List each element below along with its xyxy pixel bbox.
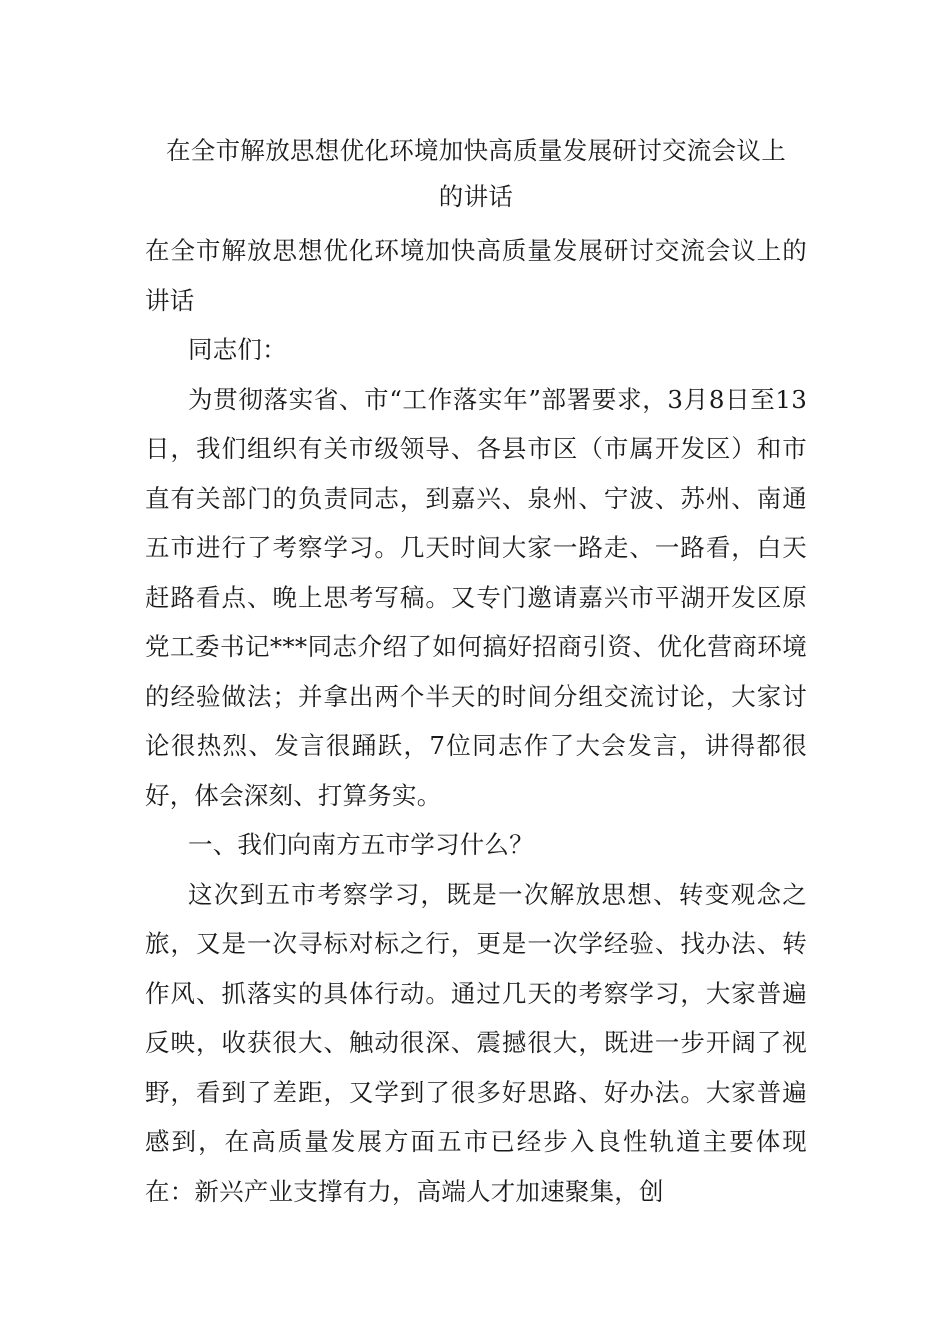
paragraph-intro: 为贯彻落实省、市“工作落实年”部署要求，3月8日至13日，我们组织有关市级领导、各县市区（市属开发区）和市直有关部门的负责同志，到嘉兴、泉州、宁波、苏州、南通五市进行了考察学习。几天时间大家一路走、一路看，白天赶路看点、晚上思考写稿。又专门邀请嘉兴市平湖开发区原党工委书记***同志介绍了如何搞好招商引资、优化营商环境的经验做法；并拿出两个半天的时间分组交流讨论，大家讨论很热烈、发言很踊跃，7位同志作了大会发言，讲得都很好，体会深刻、打算务实。 — [145, 384, 807, 810]
salutation: 同志们： — [188, 335, 287, 364]
repeated-title-paragraph: 在全市解放思想优化环境加快高质量发展研讨交流会议上的讲话 — [145, 236, 807, 315]
section-heading-1: 一、我们向南方五市学习什么？ — [188, 830, 534, 859]
document-title — [145, 128, 807, 220]
paragraph-section-1: 这次到五市考察学习，既是一次解放思想、转变观念之旅，又是一次寻标对标之行，更是一次学经验、找办法、转作风、抓落实的具体行动。通过几天的考察学习，大家普遍反映，收获很大、触动很深、震撼很大，既进一步开阔了视野，看到了差距，又学到了很多好思路、好办法。大家普遍感到，在高质量发展方面五市已经步入良性轨道主要体现在：新兴产业支撑有力，高端人才加速聚集，创 — [145, 879, 807, 1206]
document-page — [145, 128, 807, 1216]
document-title-line-2: 的讲话 — [438, 182, 514, 211]
document-title-line-1: 在全市解放思想优化环境加快高质量发展研讨交流会议上 — [166, 136, 786, 165]
